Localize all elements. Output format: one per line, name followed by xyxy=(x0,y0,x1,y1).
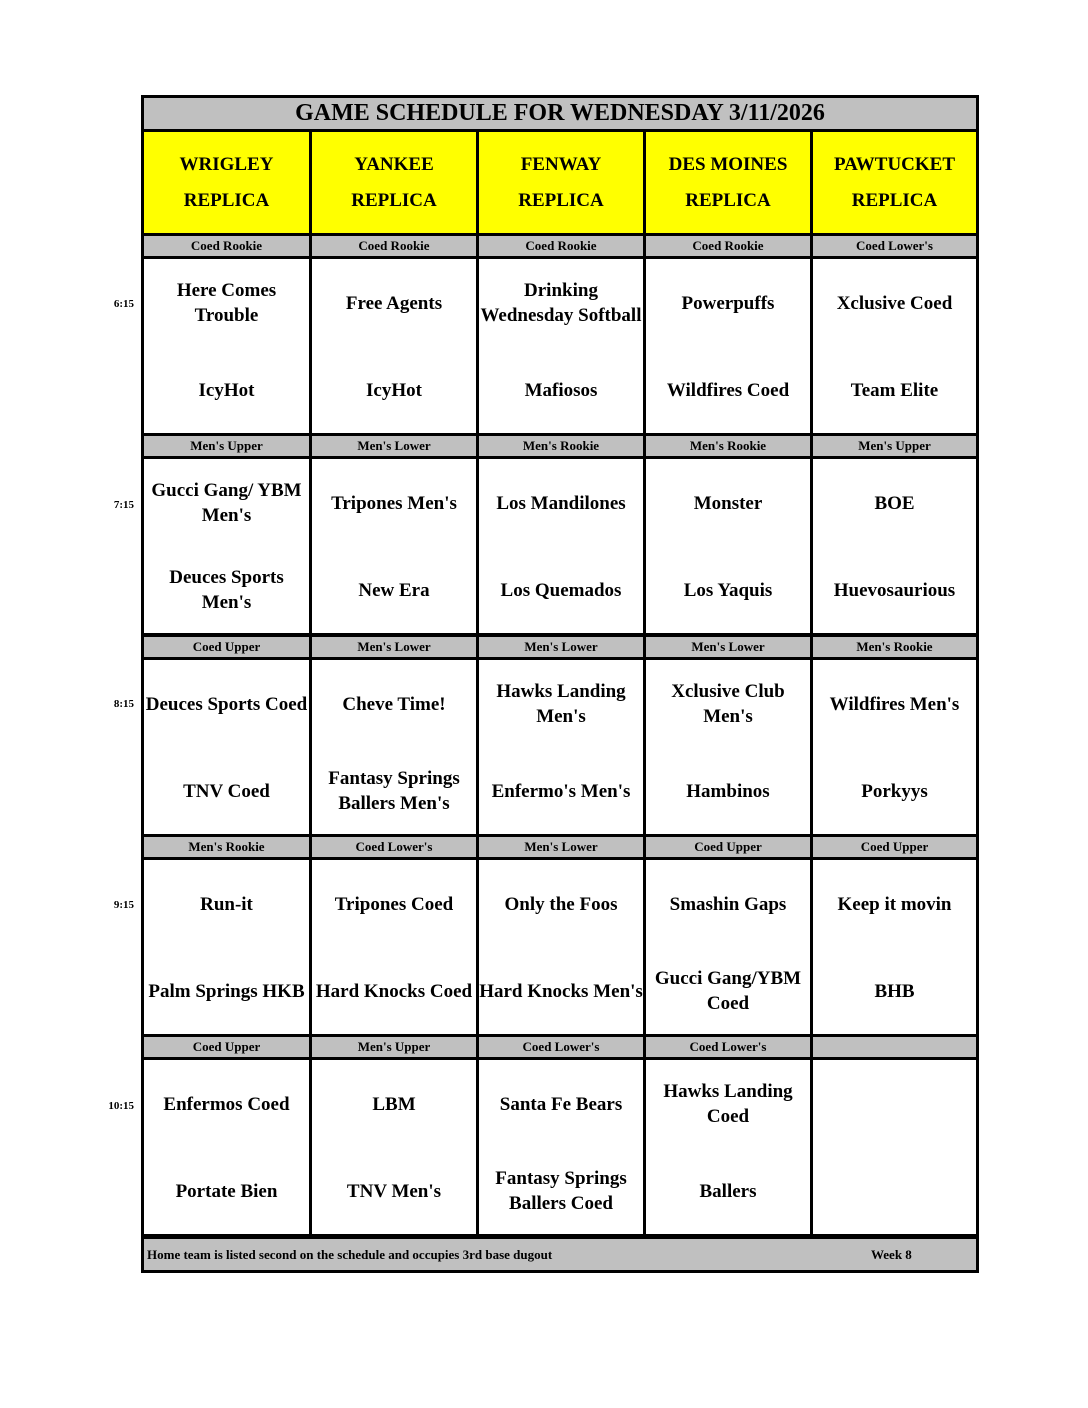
away-team: Xclusive Club Men's xyxy=(671,681,785,727)
venue-name: PAWTUCKET xyxy=(833,153,956,175)
division-label: Men's Rookie xyxy=(813,637,976,657)
division-label: Coed Upper xyxy=(813,837,976,857)
game-cell xyxy=(646,660,810,834)
division-label: Coed Upper xyxy=(144,637,309,657)
game-cell xyxy=(312,660,476,834)
home-team: Ballers xyxy=(699,1180,757,1202)
home-team: Los Yaquis xyxy=(683,579,773,601)
schedule-footer xyxy=(144,1239,976,1270)
venue-header xyxy=(646,132,810,233)
away-team: Keep it movin xyxy=(837,893,952,915)
game-cell xyxy=(479,459,643,633)
away-team: Santa Fe Bears xyxy=(499,1093,623,1115)
time-label: 6:15 xyxy=(113,298,134,310)
game-cell xyxy=(479,259,643,433)
away-team: Only the Foos xyxy=(504,893,618,915)
time-label: 9:15 xyxy=(113,899,134,911)
game-cell xyxy=(646,259,810,433)
week-label: Week 8 xyxy=(871,1247,912,1262)
game-cell xyxy=(144,459,309,633)
venue-subtitle: REPLICA xyxy=(351,189,437,211)
venue-column xyxy=(144,132,309,1236)
home-team-note: Home team is listed second on the schedule and occupies 3rd base dugout xyxy=(147,1247,553,1262)
venue-subtitle: REPLICA xyxy=(851,189,938,211)
home-team: New Era xyxy=(358,579,430,601)
game-cell xyxy=(479,660,643,834)
game-cell xyxy=(144,259,309,433)
game-cell xyxy=(144,660,309,834)
division-label: Men's Lower xyxy=(646,637,810,657)
division-label: Coed Rookie xyxy=(479,236,643,256)
venue-column xyxy=(646,132,810,1236)
venue-columns xyxy=(144,132,976,1270)
home-team: Hambinos xyxy=(686,780,770,802)
division-label: Men's Rookie xyxy=(144,837,309,857)
game-cell xyxy=(813,660,976,834)
home-team xyxy=(813,1148,976,1234)
division-label: Coed Rookie xyxy=(312,236,476,256)
away-team: Powerpuffs xyxy=(681,292,775,314)
division-label: Men's Lower xyxy=(312,637,476,657)
away-team: Free Agents xyxy=(345,292,443,314)
game-cell xyxy=(646,860,810,1034)
division-label: Men's Rookie xyxy=(479,436,643,456)
game-cell xyxy=(312,259,476,433)
away-team: Deuces Sports Coed xyxy=(145,693,308,715)
venue-column xyxy=(312,132,476,1236)
venue-subtitle: REPLICA xyxy=(518,189,604,211)
division-label: Coed Lower's xyxy=(646,1037,810,1057)
away-team xyxy=(813,1060,976,1148)
division-label: Coed Upper xyxy=(646,837,810,857)
venue-header xyxy=(479,132,643,233)
away-team: Tripones Men's xyxy=(331,492,457,514)
away-team: Cheve Time! xyxy=(342,693,446,715)
division-label: Coed Lower's xyxy=(813,236,976,256)
division-label: Coed Rookie xyxy=(144,236,309,256)
away-team: Hawks Landing Men's xyxy=(496,681,626,727)
home-team: Porkyys xyxy=(861,780,928,802)
away-team: Los Mandilones xyxy=(496,492,626,514)
game-cell xyxy=(479,860,643,1034)
home-team: Team Elite xyxy=(850,379,939,401)
division-label: Men's Upper xyxy=(144,436,309,456)
home-team: Gucci Gang/YBM Coed xyxy=(654,968,802,1014)
game-cell xyxy=(479,1060,643,1234)
away-team: Tripones Coed xyxy=(334,893,454,915)
time-label: 7:15 xyxy=(113,499,134,511)
away-team: Here Comes Trouble xyxy=(176,280,277,326)
away-team: Smashin Gaps xyxy=(669,893,787,915)
game-cell xyxy=(646,459,810,633)
division-label: Men's Upper xyxy=(813,436,976,456)
home-team: Los Quemados xyxy=(500,579,622,601)
home-team: Hard Knocks Men's xyxy=(479,980,643,1002)
home-team: Wildfires Coed xyxy=(666,379,790,401)
home-team: Palm Springs HKB xyxy=(148,980,305,1002)
game-cell xyxy=(312,1060,476,1234)
home-team: Mafiosos xyxy=(524,379,598,401)
game-cell xyxy=(144,860,309,1034)
game-cell xyxy=(312,860,476,1034)
division-label xyxy=(813,1037,976,1057)
home-team: Hard Knocks Coed xyxy=(315,980,473,1002)
division-label: Coed Rookie xyxy=(646,236,810,256)
game-cell xyxy=(813,459,976,633)
division-label: Coed Lower's xyxy=(479,1037,643,1057)
home-team: Deuces Sports Men's xyxy=(169,567,284,613)
home-team: IcyHot xyxy=(198,379,255,401)
away-team: Xclusive Coed xyxy=(836,292,953,314)
venue-column xyxy=(813,132,976,1236)
division-label: Coed Upper xyxy=(144,1037,309,1057)
division-label: Men's Rookie xyxy=(646,436,810,456)
venue-header xyxy=(312,132,476,233)
home-team: BHB xyxy=(874,980,915,1002)
game-cell xyxy=(312,459,476,633)
away-team: Enfermos Coed xyxy=(163,1093,290,1115)
game-cell xyxy=(813,1060,976,1234)
division-label: Men's Lower xyxy=(312,436,476,456)
away-team: Hawks Landing Coed xyxy=(663,1081,793,1127)
division-label: Men's Lower xyxy=(479,837,643,857)
away-team: Drinking Wednesday Softball xyxy=(480,280,642,326)
venue-subtitle: REPLICA xyxy=(685,189,771,211)
schedule-title: GAME SCHEDULE FOR WEDNESDAY 3/11/2026 xyxy=(144,98,976,132)
game-cell xyxy=(144,1060,309,1234)
venue-subtitle: REPLICA xyxy=(183,189,270,211)
division-label: Coed Lower's xyxy=(312,837,476,857)
home-team: Huevosaurious xyxy=(833,579,956,601)
time-label: 10:15 xyxy=(108,1100,134,1112)
home-team: Fantasy Springs Ballers Coed xyxy=(495,1168,627,1214)
venue-header xyxy=(144,132,309,233)
division-label: Men's Lower xyxy=(479,637,643,657)
home-team: Fantasy Springs Ballers Men's xyxy=(328,768,460,814)
venue-name: FENWAY xyxy=(520,153,602,175)
home-team: Enfermo's Men's xyxy=(491,780,631,802)
home-team: Portate Bien xyxy=(175,1180,278,1202)
away-team: LBM xyxy=(372,1093,416,1115)
home-team: TNV Men's xyxy=(346,1180,442,1202)
venue-column xyxy=(479,132,643,1236)
venue-header xyxy=(813,132,976,233)
game-cell xyxy=(813,860,976,1034)
division-label: Men's Upper xyxy=(312,1037,476,1057)
schedule-table xyxy=(141,95,979,1273)
away-team: BOE xyxy=(874,492,915,514)
away-team: Gucci Gang/ YBM Men's xyxy=(151,480,302,526)
game-cell xyxy=(646,1060,810,1234)
away-team: Run-it xyxy=(200,893,253,915)
game-cell xyxy=(813,259,976,433)
away-team: Monster xyxy=(693,492,763,514)
venue-name: YANKEE xyxy=(354,153,434,175)
home-team: TNV Coed xyxy=(183,780,270,802)
home-team: IcyHot xyxy=(366,379,422,401)
venue-name: DES MOINES xyxy=(668,153,788,175)
venue-name: WRIGLEY xyxy=(179,153,274,175)
away-team: Wildfires Men's xyxy=(829,693,960,715)
time-label: 8:15 xyxy=(113,698,134,710)
